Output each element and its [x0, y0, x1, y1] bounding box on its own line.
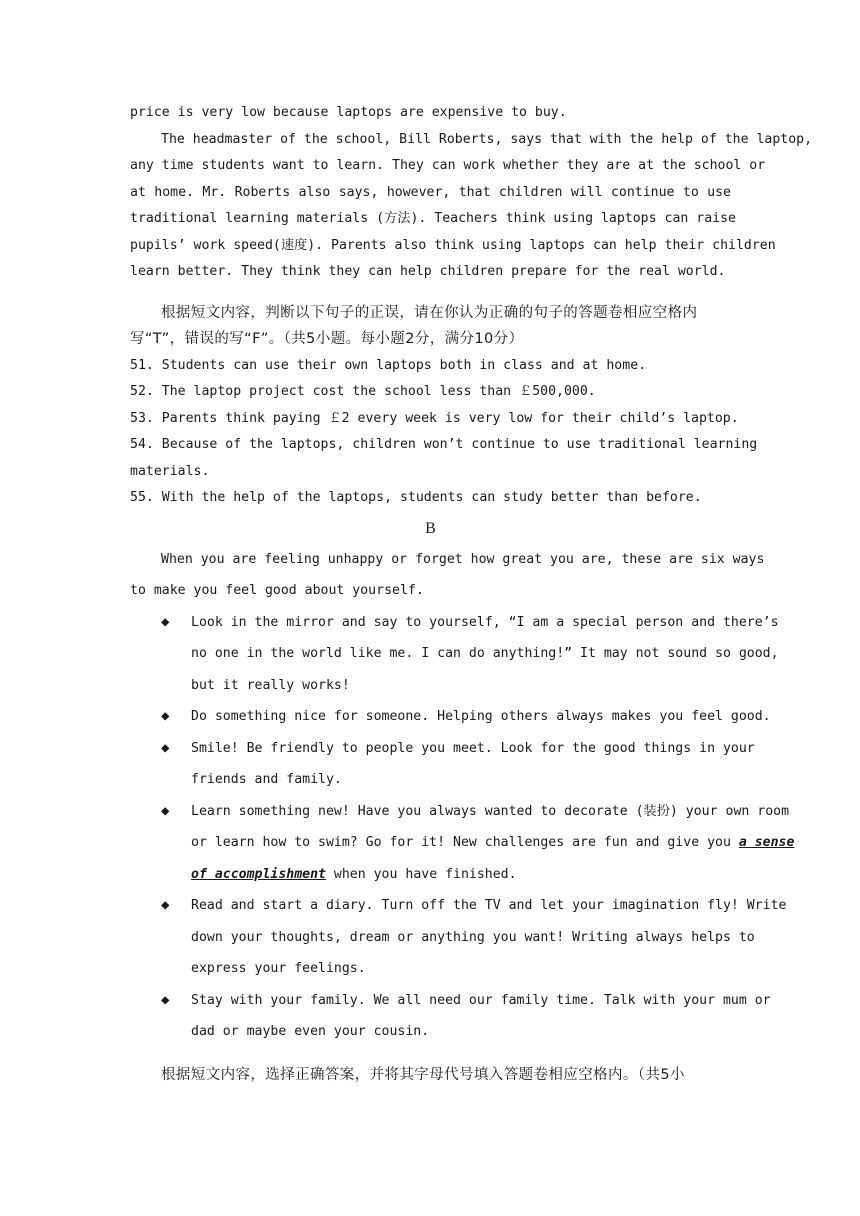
tip-line: [191, 859, 731, 891]
tip-line: Smile! Be friendly to people you meet. Look for the good things in your: [191, 740, 755, 756]
question-55: 55. With the help of the laptops, students can study better than before.: [130, 490, 702, 505]
black-diamond-icon: ◆: [161, 708, 170, 724]
paragraph-line: pupils’ work speed(速度). Parents also think using laptops can help their children: [130, 237, 776, 253]
paragraph-line: to make you feel good about yourself.: [130, 583, 424, 598]
question-52: 52. The laptop project cost the school less than ￡500,000.: [130, 384, 596, 399]
instruction-line: 写“T”，错误的写“F”。（共5小题。每小题2分，满分10分）: [130, 331, 524, 347]
question-53: 53. Parents think paying ￡2 every week is very low for their child’s laptop.: [130, 410, 739, 426]
passage-a: [130, 100, 813, 286]
black-diamond-icon: ◆: [161, 897, 170, 913]
tip-line: Look in the mirror and say to yourself, “I am a special person and there’s: [191, 614, 779, 630]
black-diamond-icon: ◆: [161, 802, 170, 819]
tip-item: [130, 985, 771, 1048]
section-b-intro: [130, 544, 765, 607]
emphasized-phrase: of accomplishment: [191, 866, 326, 882]
tip-text: or learn how to swim? Go for it! New challenges are fun and give you: [191, 835, 739, 850]
tip-line: Do something nice for someone. Helping others always makes you feel good.: [191, 709, 771, 724]
black-diamond-icon: ◆: [161, 613, 170, 630]
instructions-true-false: [130, 300, 731, 353]
tip-line: Learn something new! Have you always wanted to decorate (装扮) your own room: [191, 803, 790, 819]
tip-item: [130, 607, 779, 702]
tip-line: [191, 827, 795, 859]
black-diamond-icon: ◆: [161, 991, 170, 1008]
section-b-heading: B: [425, 519, 436, 537]
tips-list: [130, 607, 795, 1048]
document-page: [130, 100, 813, 1088]
paragraph-line: When you are feeling unhappy or forget how great you are, these are six ways: [161, 551, 765, 567]
tip-line: friends and family.: [191, 772, 342, 787]
tip-line: Stay with your family. We all need our family time. Talk with your mum or: [191, 992, 771, 1008]
tip-line: down your thoughts, dream or anything you want! Writing always helps to: [191, 929, 755, 945]
question-54-continued: materials.: [130, 463, 210, 479]
question-list: [130, 353, 758, 512]
paragraph-line: The headmaster of the school, Bill Roberts, says that with the help of the laptop,: [161, 131, 813, 147]
instruction-line: 根据短文内容，判断以下句子的正误，请在你认为正确的句子的答题卷相应空格内: [161, 304, 698, 321]
tip-item: [130, 796, 795, 891]
black-diamond-icon: ◆: [161, 739, 170, 756]
paragraph-line: at home. Mr. Roberts also says, however, that children will continue to use: [130, 184, 731, 200]
tip-line: dad or maybe even your cousin.: [191, 1024, 430, 1039]
tip-item: [130, 733, 755, 796]
tip-text: when you have finished.: [325, 866, 517, 882]
tip-line: Read and start a diary. Turn off the TV and let your imagination fly! Write: [191, 898, 787, 913]
tip-item: [130, 701, 771, 733]
instructions-multiple-choice: 根据短文内容，选择正确答案，并将其字母代号填入答题卷相应空格内。（共5小: [161, 1066, 685, 1083]
tip-line: no one in the world like me. I can do anything!” It may not sound so good,: [191, 646, 779, 661]
paragraph-line: any time students want to learn. They can work whether they are at the school or: [130, 158, 766, 173]
question-51: 51. Students can use their own laptops both in class and at home.: [130, 357, 647, 373]
tip-line: express your feelings.: [191, 961, 366, 976]
paragraph-line: learn better. They think they can help children prepare for the real world.: [130, 264, 726, 279]
paragraph-line: price is very low because laptops are expensive to buy.: [130, 105, 567, 120]
tip-line: but it really works!: [191, 677, 350, 693]
emphasized-phrase: a sense: [738, 835, 795, 850]
tip-item: [130, 890, 787, 985]
paragraph-line: traditional learning materials (方法). Teachers think using laptops can raise: [130, 211, 736, 226]
question-54: 54. Because of the laptops, children won’t continue to use traditional learning: [130, 437, 758, 452]
